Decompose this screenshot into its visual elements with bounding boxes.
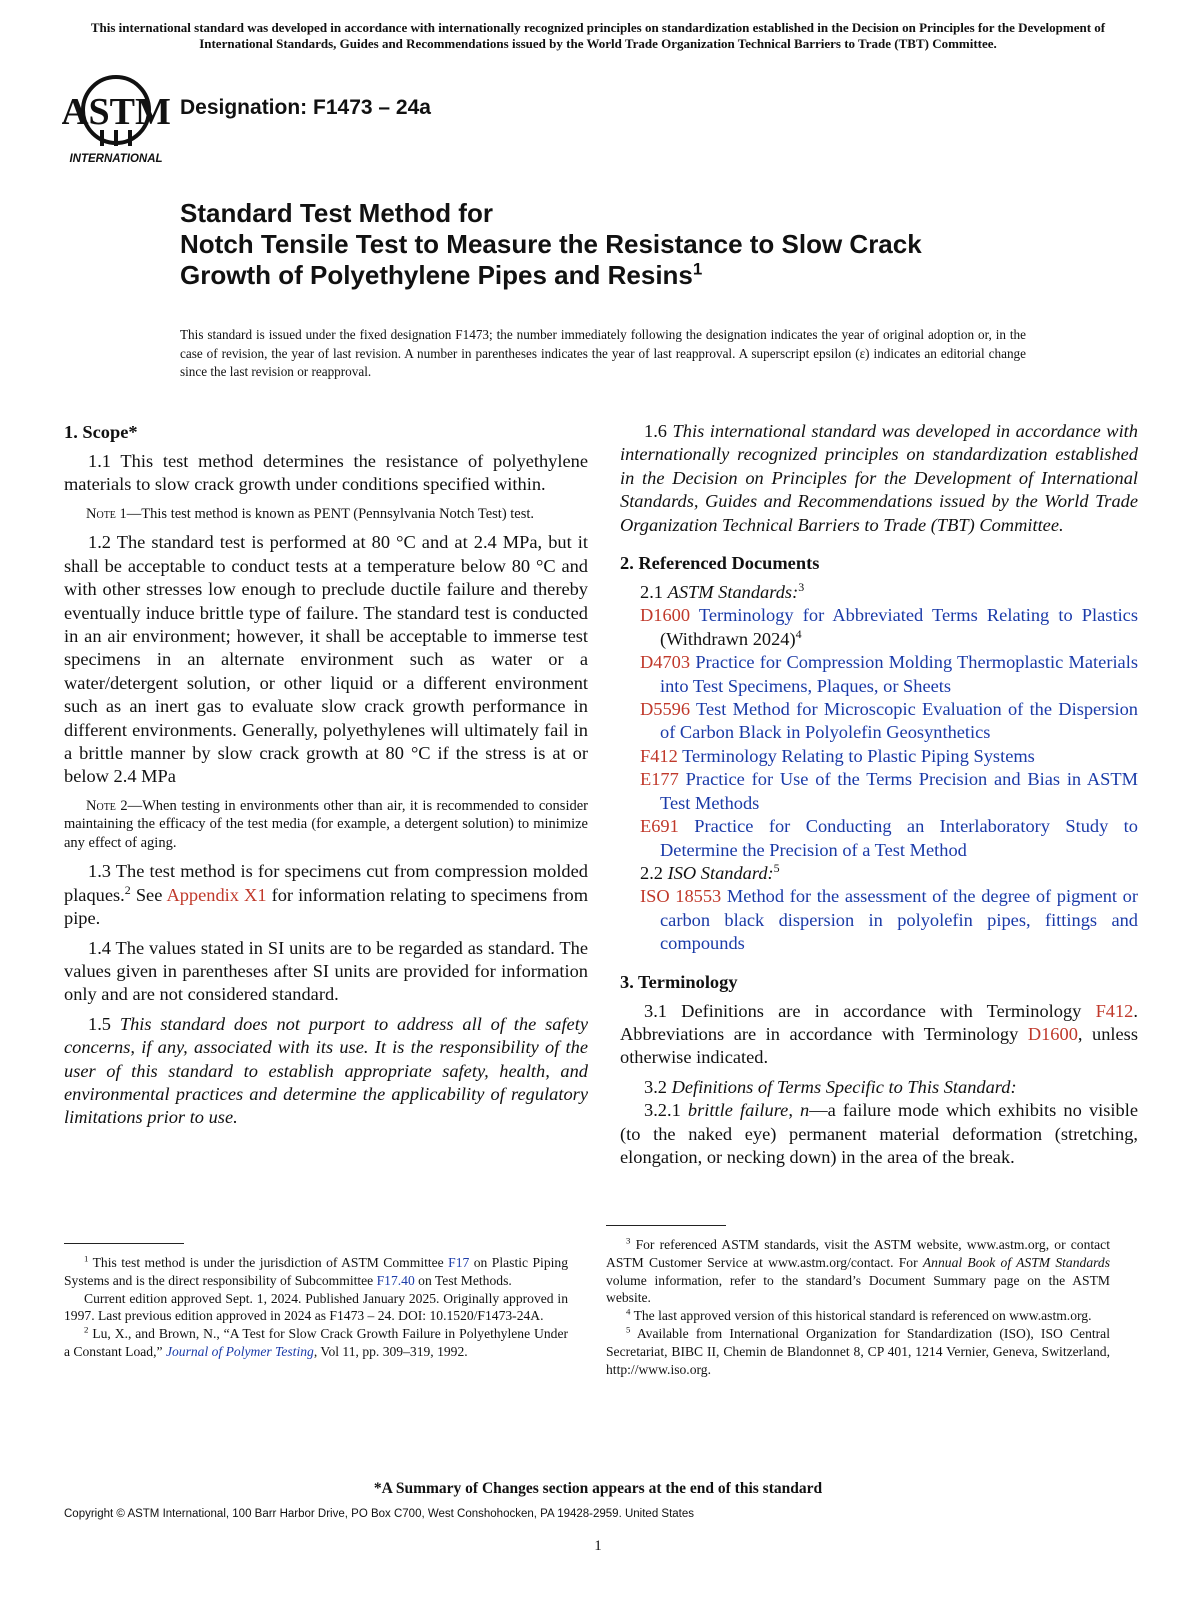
reference-item[interactable]: E177 Practice for Use of the Terms Precision and Bias in ASTM Test Methods bbox=[640, 769, 1138, 813]
astm-logo bbox=[62, 70, 170, 166]
iso-standard-label: 2.2 ISO Standard:$^5$ bbox=[640, 860, 780, 883]
section-heading-referenced-documents: 2. Referenced Documents bbox=[620, 553, 820, 574]
left-column bbox=[64, 420, 588, 1130]
paragraph-1-5: 1.5 This standard does not purport to address all of the safety concerns, if any, associated with its use. It is the responsibility of the user of this standard to establish appropriate safety, health, and environmental practices and determine the applicability of regulatory limitations prior to use. bbox=[64, 1013, 588, 1128]
appendix-link[interactable]: Appendix X1 bbox=[166, 884, 267, 905]
reference-item[interactable]: F412 Terminology Relating to Plastic Piping Systems bbox=[640, 745, 1035, 766]
top-notice: This international standard was developed in accordance with internationally recognized principles on standardization established in the Decision on Principles for the Development of International Standards, Guides and Recommendations issued by the World Trade Organization Technical Barriers to Trade (TBT) Committee. bbox=[90, 20, 1106, 51]
footnote-rule-right bbox=[606, 1225, 726, 1226]
footnote-1-edition: Current edition approved Sept. 1, 2024. Published January 2025. Originally approved in 1997. Last previous edition approved in 2024 as F1473 – 24. DOI: 10.1520/F1473-24A. bbox=[64, 1290, 568, 1324]
paragraph-1-4: 1.4 The values stated in SI units are to be regarded as standard. The values given in parentheses after SI units are provided for information only and are not considered standard. bbox=[64, 937, 588, 1005]
title-line-3: Growth of Polyethylene Pipes and Resins$^1$ bbox=[180, 259, 703, 290]
footnotes-right bbox=[606, 1236, 1110, 1378]
footnote-rule-left bbox=[64, 1243, 184, 1244]
footnotes-left bbox=[64, 1254, 568, 1361]
footnote-5: $^5$ Available from International Organization for Standardization (ISO), ISO Central Secretariat, BIBC II, Chemin de Blandonnet 8, CP 401, 1214 Vernier, Geneva, Switzerland, http://www.iso.org. bbox=[606, 1324, 1110, 1377]
f17-40-link[interactable]: F17.40 bbox=[376, 1272, 415, 1288]
paragraph-3-2-1: 3.2.1 brittle failure, n—a failure mode which exhibits no visible (to the naked eye) permanent material deformation (stretching, elongation, or necking down) in the area of the break. bbox=[620, 1100, 1138, 1167]
summary-of-changes-notice: *A Summary of Changes section appears at the end of this standard bbox=[373, 1480, 823, 1497]
paragraph-3-1: 3.1 Definitions are in accordance with Terminology F412. Abbreviations are in accordance with Terminology D1600, unless otherwise indicated. bbox=[620, 1000, 1138, 1068]
reference-item-iso[interactable]: ISO 18553 Method for the assessment of the degree of pigment or carbon black dispersion in polyolefin pipes, fittings and compounds bbox=[640, 886, 1138, 954]
reference-item[interactable]: D1600 Terminology for Abbreviated Terms Relating to Plastics (Withdrawn 2024)$^4$ bbox=[640, 605, 1139, 649]
logo-subtext: INTERNATIONAL bbox=[69, 153, 163, 165]
paragraph-3-2: 3.2 Definitions of Terms Specific to This Standard: bbox=[644, 1076, 1017, 1097]
f412-link[interactable]: F412 bbox=[1095, 1000, 1134, 1021]
paragraph-1-2: 1.2 The standard test is performed at 80 °C and at 2.4 MPa, but it shall be acceptable to conduct tests at a temperature below 80 °C and with other stresses low enough to preclude ductile failure and thereby eventually induce brittle type of failure. The standard test is conducted in an air environment; however, it shall be acceptable to immerse test specimens in an alternate environment such as water or a water/detergent solution, or other liquid or a different environment such as an inert gas to evaluate slow crack growth performance in different environments. Generally, polyethylenes will ultimately fail in a brittle manner by slow crack growth at 80 °C if the stress is at or below 2.4 MPa bbox=[64, 532, 588, 787]
astm-logo-icon bbox=[62, 70, 170, 166]
d1600-link[interactable]: D1600 bbox=[1027, 1023, 1078, 1044]
issuance-statement: This standard is issued under the fixed designation F1473; the number immediately following the designation indicates the year of original adoption or, in the case of revision, the year of last revision. A number in parentheses indicates the year of last reapproval. A superscript epsilon (ε) indicates an editorial change since the last revision or reapproval. bbox=[180, 327, 1026, 379]
note-2: Note 2—When testing in environments other than air, it is recommended to consider maintaining the efficacy of the test media (for example, a detergent solution) to minimize any effect of aging. bbox=[64, 797, 588, 851]
astm-standards-label: 2.1 ASTM Standards:$^3$ bbox=[640, 579, 805, 603]
copyright-line: Copyright © ASTM International, 100 Barr Harbor Drive, PO Box C700, West Conshohocken, PA 19428-2959. United States bbox=[64, 1508, 695, 1520]
document-title bbox=[180, 198, 1080, 291]
paragraph-1-6: 1.6 This international standard was developed in accordance with internationally recognized principles on standardization established in the Decision on Principles for the Development of International Standards, Guides and Recommendations issued by the World Trade Organization Technical Barriers to Trade (TBT) Committee. bbox=[620, 421, 1138, 535]
logo-text: ASTM bbox=[62, 91, 170, 133]
page-number: 1 bbox=[594, 1538, 602, 1554]
paragraph-1-3: 1.3 The test method is for specimens cut from compression molded plaques.$^2$ See Appendix X1 for information relating to specimens from pipe. bbox=[64, 861, 589, 929]
right-column bbox=[620, 420, 1138, 1169]
reference-item[interactable]: D4703 Practice for Compression Molding Thermoplastic Materials into Test Specimens, Plaques, or Sheets bbox=[640, 652, 1138, 696]
note-1: Note 1—This test method is known as PENT (Pennsylvania Notch Test) test. bbox=[86, 505, 535, 522]
title-line-1: Standard Test Method for bbox=[180, 198, 493, 228]
paragraph-1-1: 1.1 This test method determines the resistance of polyethylene materials to slow crack growth under conditions specified within. bbox=[64, 451, 588, 495]
footnote-1: $^1$ This test method is under the jurisdiction of ASTM Committee F17 on Plastic Piping Systems and is the direct responsibility of Subcommittee F17.40 on Test Methods. bbox=[64, 1253, 568, 1288]
footnote-4: $^4$ The last approved version of this historical standard is referenced on www.astm.org. bbox=[626, 1306, 1092, 1324]
section-heading-terminology: 3. Terminology bbox=[620, 971, 738, 992]
footnote-2: $^2$ Lu, X., and Brown, N., “A Test for Slow Crack Growth Failure in Polyethylene Under a Constant Load,” Journal of Polymer Testing, Vol 11, pp. 309–319, 1992. bbox=[64, 1324, 568, 1359]
section-heading-scope: 1. Scope* bbox=[64, 422, 138, 442]
title-line-2: Notch Tensile Test to Measure the Resistance to Slow Crack bbox=[180, 229, 922, 259]
designation: Designation: F1473 – 24a bbox=[180, 96, 431, 119]
reference-item[interactable]: E691 Practice for Conducting an Interlaboratory Study to Determine the Precision of a Test Method bbox=[640, 816, 1138, 860]
footnote-3: $^3$ For referenced ASTM standards, visit the ASTM website, www.astm.org, or contact ASTM Customer Service at www.astm.org/contact. For Annual Book of ASTM Standards volume information, refer to the standard’s Document Summary page on the ASTM website. bbox=[606, 1235, 1110, 1306]
reference-item[interactable]: D5596 Test Method for Microscopic Evaluation of the Dispersion of Carbon Black in Polyolefin Geosynthetics bbox=[640, 699, 1138, 743]
f17-link[interactable]: F17 bbox=[448, 1255, 470, 1270]
